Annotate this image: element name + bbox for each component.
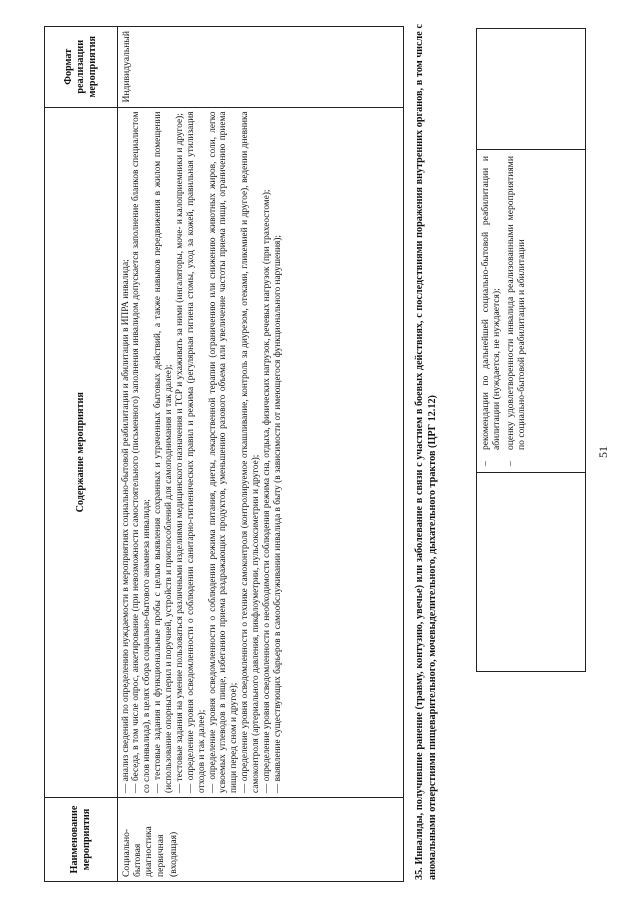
continuation-empty-cell <box>477 473 586 672</box>
content-item: — тестовые задания и функциональные пробы с целью выявления сохранных и утраченных бытовых действий, а также навыков передвижения в жилом помещении (использование опорных перил и поручней, устройств и приспособлений для самоподнимания и так далее); <box>153 111 175 793</box>
activity-name-line: (входящая) <box>167 831 179 877</box>
activity-name-line: Социально-бытовая диагностика <box>120 826 155 877</box>
header-activity-format: Формат реализации мероприятия <box>45 27 118 108</box>
list-item <box>505 156 528 466</box>
section-title: 35. Инвалиды, получившие ранение (травму, контузию, увечье) или заболевание в связи с участием в боевых действиях, с последствиями поражения внутренних органов, в том числе с аномальными отверстиями пищеварительного, мочевыделительного, дыхательного трактов (ЦРГ 12.12) <box>414 24 438 880</box>
table-row <box>117 27 403 882</box>
continuation-content-cell <box>477 150 586 473</box>
page-number: 51 <box>596 446 610 458</box>
content-item: — определение уровня осведомленности о соблюдении санитарно-гигиенических правил и режима (регулярная гигиена стомы, уход за кожей, правильная утилизация отходов и так далее); <box>185 111 207 793</box>
content-item: — определение уровня осведомленности о необходимости соблюдения режима сна, отдыха, физических нагрузок, речевых нагрузок (при трахеостоме); <box>261 189 272 793</box>
content-item: — беседа, в том числе опрос, анкетирование (при невозможности самостоятельного (письменного) заполнения инвалидом допускается заполнение бланков специалистом со слов инвалида), в целях сбора социально-бытового анамнеза инвалида; <box>131 111 153 793</box>
activities-table <box>44 26 404 882</box>
activity-format-cell: Индивидуальный <box>117 27 403 108</box>
activity-name-line: первичная <box>155 834 167 877</box>
list-item <box>480 156 503 466</box>
content-item: — определение уровня осведомленности о соблюдении режима питания, диеты, лекарственной терапии (ограничению или снижению животных жиров, соли, легко усвоемых углеводов в пище, избеганию приема раздражающих продуктов, уменьшению разового объема или увеличение частоты приема пищи, ограничению приема пищи перед сном и другое); <box>207 111 240 793</box>
continuation-table <box>476 28 586 672</box>
content-item: — определение уровня осведомленности о технике самоконтроля (контролируемое откашливание, контроль за диурезом, отеками, гликемией и другое), ведении дневника самоконтроля (артериального давления, пикфлоуметрии, пульсоксиметрии и другое); <box>240 111 262 793</box>
dash-bullet: – <box>480 461 491 466</box>
dash-bullet: – <box>504 461 516 466</box>
rotated-document-page <box>10 12 630 892</box>
header-activity-name: Наименование мероприятия <box>45 798 118 882</box>
list-item-text: рекомендации по дальнейшей социально-бытовой реабилитации и абилитации (нуждается, не нуждается); <box>480 156 503 450</box>
content-item: — тестовые задания на умение пользоваться различными изделиями медицинского назначения и ТСР и ухаживать за ними (ингаляторы, моче- и калоприемники и другое); <box>174 113 185 793</box>
header-activity-content: Содержание мероприятия <box>45 107 118 797</box>
content-item: — выявление существующих барьеров в самообслуживании инвалида в быту (в зависимости от имеющегося функционального нарушения); <box>272 234 283 793</box>
activity-name-cell <box>117 798 403 882</box>
table-header-row <box>45 27 118 882</box>
content-item: — анализ сведений по определению нуждаемости в мероприятиях социально-бытовой реабилитации и абилитации в ИПРА инвалида; <box>120 259 131 793</box>
list-item-text: оценку удовлетворенности инвалида реализованными мероприятиями по социально-бытовой реабилитации и абилитации <box>504 156 527 450</box>
activity-content-cell <box>117 107 403 797</box>
continuation-empty-cell <box>477 29 586 150</box>
